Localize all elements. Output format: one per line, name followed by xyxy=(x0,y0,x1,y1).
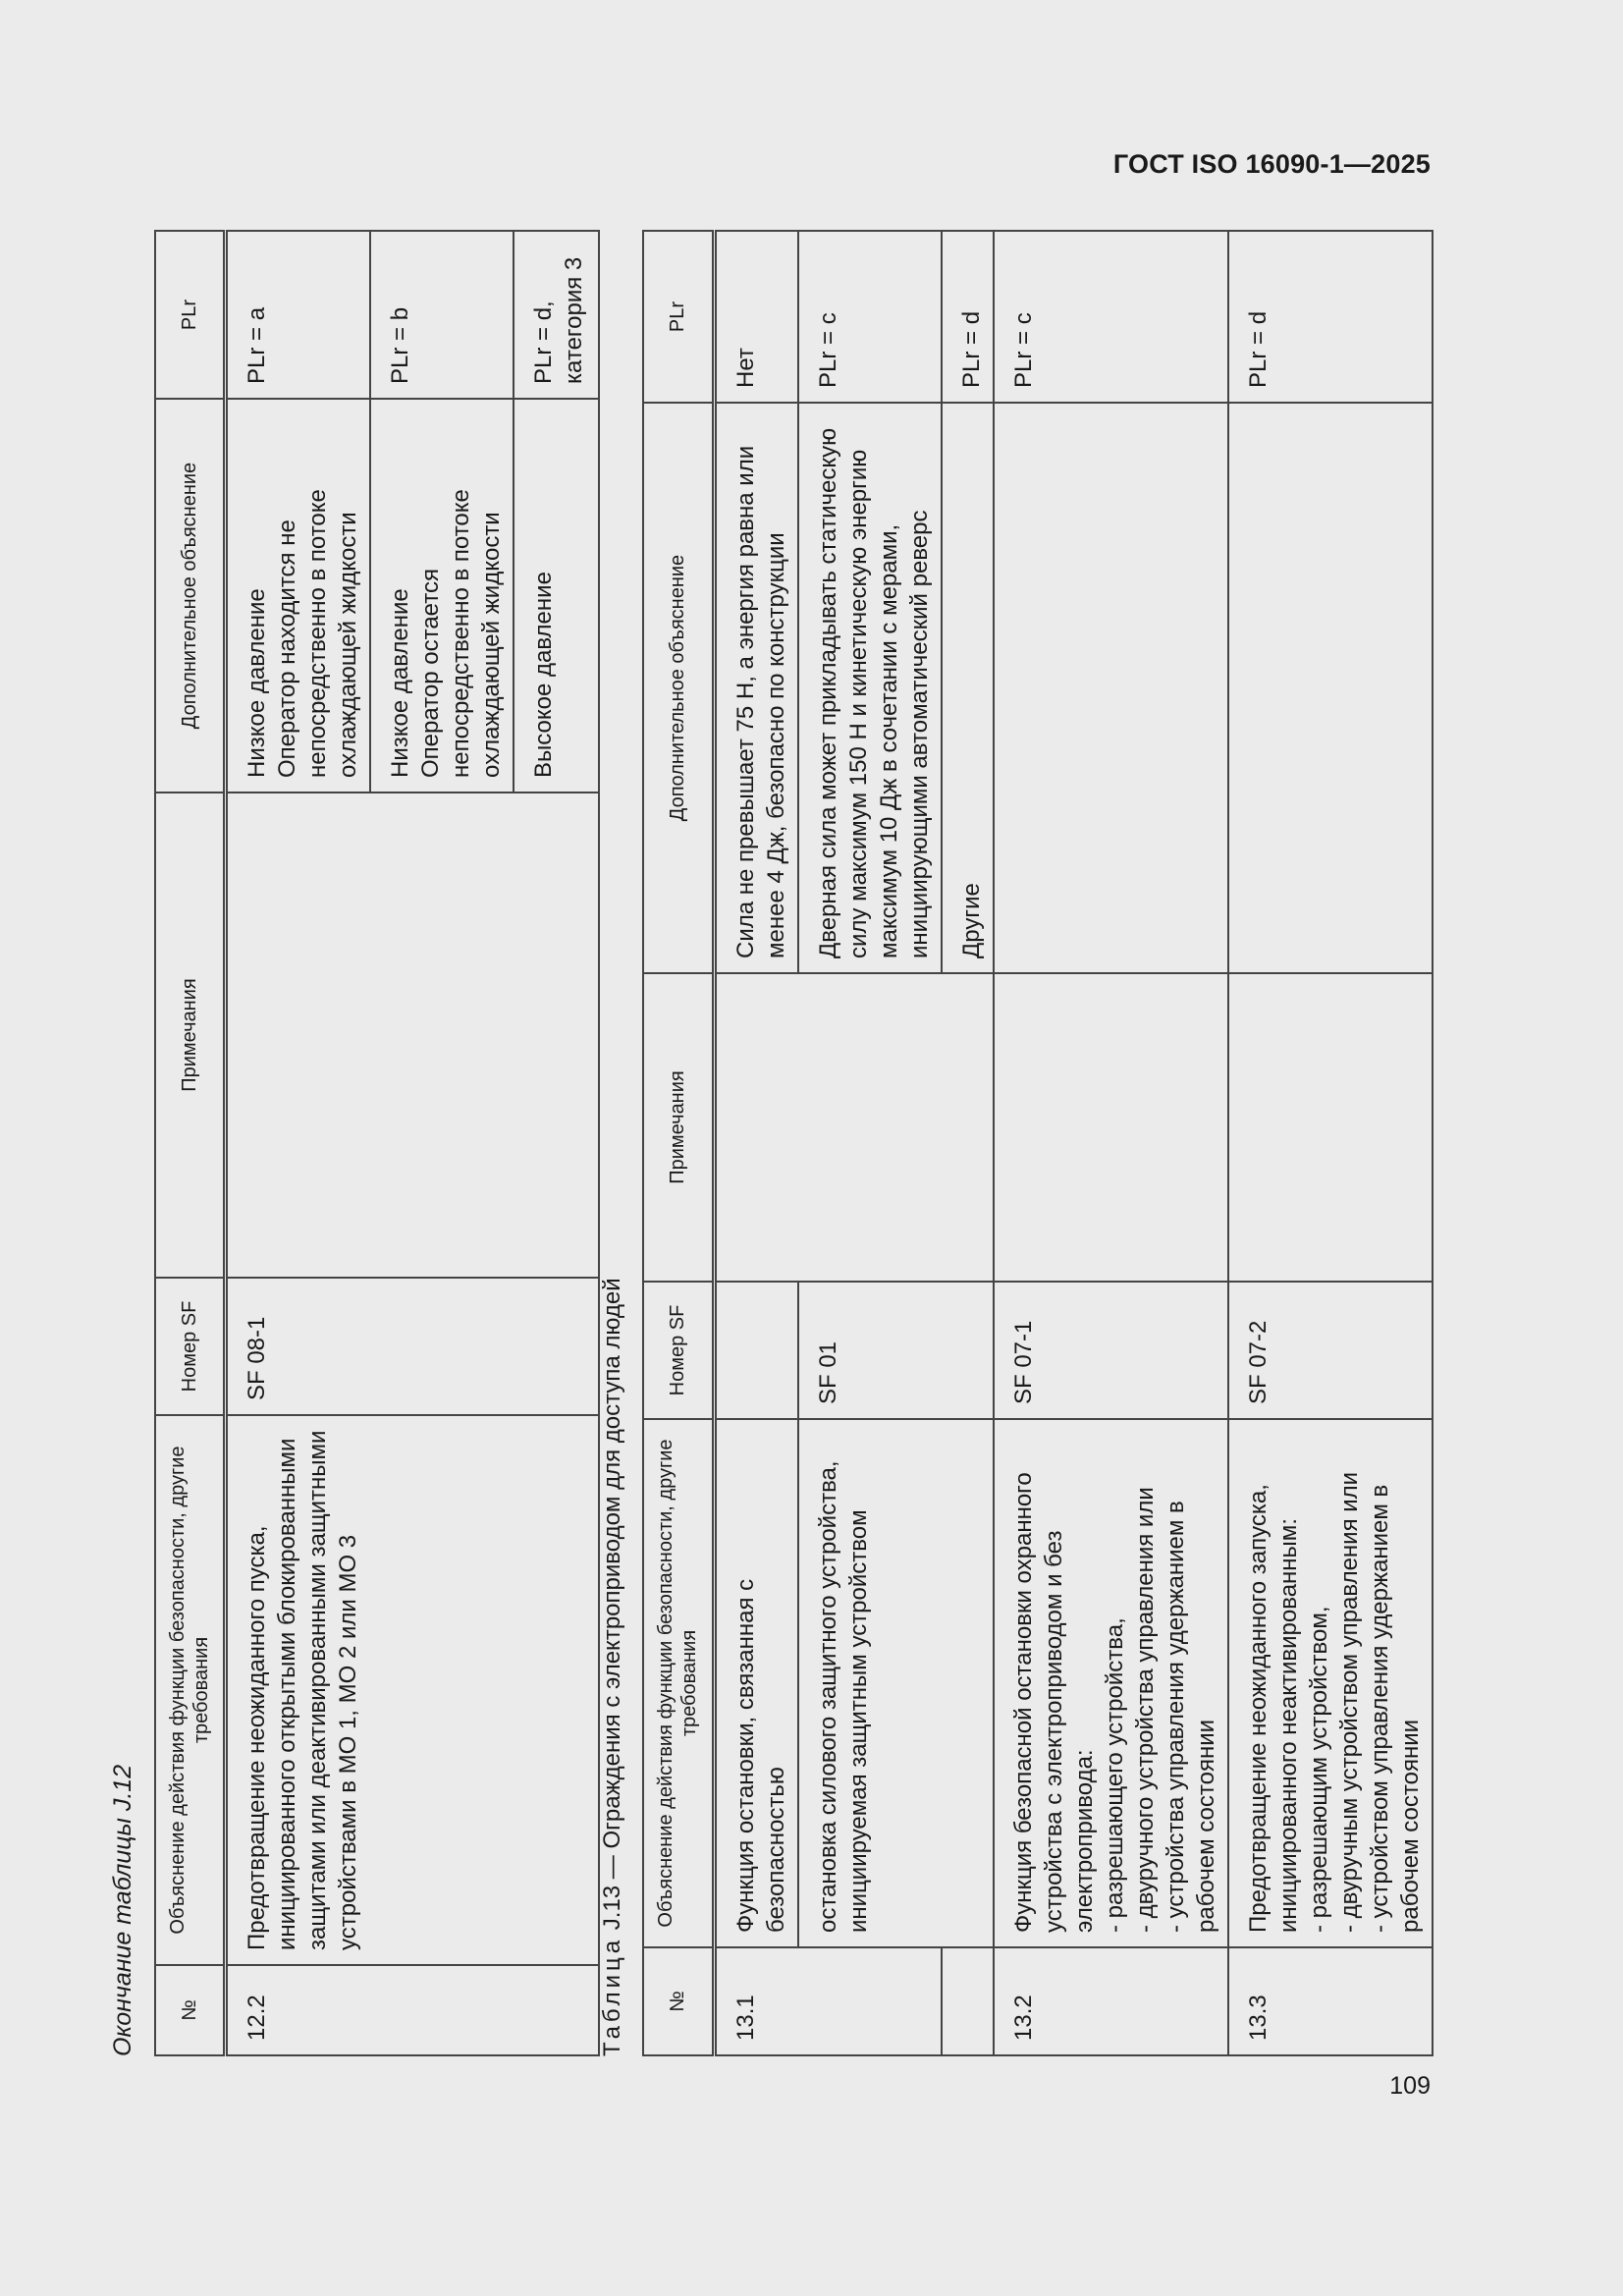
cell-no: 13.1 xyxy=(714,1947,798,2055)
cell-plr: PLr = a xyxy=(225,231,370,399)
cell-plr: Нет xyxy=(714,231,798,403)
col-header-plr: PLr xyxy=(643,231,714,403)
table-row xyxy=(225,231,370,2055)
page-number: 109 xyxy=(1389,2072,1431,2100)
cell-extra: Другие xyxy=(942,403,994,973)
table-row xyxy=(714,231,798,2055)
cell-plr: PLr = d xyxy=(942,231,994,403)
col-header-notes: Примечания xyxy=(155,793,225,1278)
table-header-row xyxy=(155,231,225,2055)
col-header-sf: Номер SF xyxy=(643,1282,714,1419)
table-j13-caption-text: J.13 — Ограждения с электроприводом для доступа людей xyxy=(599,1278,625,1937)
cell-notes xyxy=(1228,973,1433,1282)
table-j13-caption-label: Таблица xyxy=(599,1936,625,2056)
table-row xyxy=(994,231,1228,2055)
table-j13-block xyxy=(599,230,1434,2056)
extra-title: Низкое давление xyxy=(386,588,413,778)
cell-sf: SF 01 xyxy=(798,1282,994,1419)
col-header-extra: Дополнительное объяснение xyxy=(155,399,225,793)
cell-explanation: Функция остановки, связанная с безопасностью xyxy=(714,1419,798,1947)
cell-explanation: остановка силового защитного устройства, инициируемая защитным устройством xyxy=(798,1419,994,1947)
col-header-explanation: Объяснение действия функции безопасности, другие требования xyxy=(643,1419,714,1947)
cell-extra xyxy=(370,399,514,793)
cell-sf xyxy=(714,1282,798,1419)
cell-plr: PLr = d xyxy=(1228,231,1433,403)
col-header-notes: Примечания xyxy=(643,973,714,1282)
standard-code: ГОСТ ISO 16090-1—2025 xyxy=(1112,149,1431,179)
table-row xyxy=(1228,231,1433,2055)
cell-no xyxy=(942,1947,994,2055)
cell-no xyxy=(798,1947,942,2055)
table-j12-block xyxy=(109,230,600,2056)
extra-title: Высокое давление xyxy=(529,572,557,778)
cell-plr: PLr = c xyxy=(798,231,942,403)
cell-explanation: Предотвращение неожиданного запуска, инициированного неактивированным: - разрешающим устройством, - двуручным устройством управления или - устройством управления удержанием в рабочем состоянии xyxy=(1228,1419,1433,1947)
table-j12 xyxy=(154,230,600,2056)
cell-extra xyxy=(514,399,599,793)
col-header-plr: PLr xyxy=(155,231,225,399)
col-header-explanation: Объяснение действия функции безопасности, другие требования xyxy=(155,1415,225,1965)
cell-notes xyxy=(714,973,994,1282)
col-header-extra: Дополнительное объяснение xyxy=(643,403,714,973)
cell-explanation: Функция безопасной остановки охранного устройства с электроприводом и без электропривода: - разрешающего устройства, - двуручного устройства управления или - устройства управления удержанием в рабочем состоянии xyxy=(994,1419,1228,1947)
cell-plr: PLr = b xyxy=(370,231,514,399)
cell-no: 13.2 xyxy=(994,1947,1228,2055)
cell-plr: PLr = d, категория 3 xyxy=(514,231,599,399)
cell-extra xyxy=(225,399,370,793)
cell-notes xyxy=(225,793,599,1278)
table-header-row xyxy=(643,231,714,2055)
cell-extra: Дверная сила может прикладывать статическую силу максимум 150 Н и кинетическую энергию максимум 10 Дж в сочетании с мерами, инициирующими автоматический реверс xyxy=(798,403,942,973)
cell-sf: SF 08-1 xyxy=(225,1278,599,1415)
col-header-no: № xyxy=(643,1947,714,2055)
table-j13 xyxy=(642,230,1434,2056)
cell-notes xyxy=(994,973,1228,1282)
extra-text: Оператор остается непосредственно в потоке охлаждающей жидкости xyxy=(416,489,505,778)
cell-explanation: Предотвращение неожиданного пуска, инициированного открытыми блокированными защитами или деактивированными защитными устройствами в МО 1, МО 2 или МО 3 xyxy=(225,1415,599,1965)
cell-plr: PLr = c xyxy=(994,231,1228,403)
table-j13-caption xyxy=(599,1278,626,2056)
cell-sf: SF 07-1 xyxy=(994,1282,1228,1419)
table-j12-caption: Окончание таблицы J.12 xyxy=(109,1764,136,2056)
cell-no: 12.2 xyxy=(225,1965,599,2055)
col-header-sf: Номер SF xyxy=(155,1278,225,1415)
cell-extra: Сила не превышает 75 Н, а энергия равна или менее 4 Дж, безопасно по конструкции xyxy=(714,403,798,973)
extra-text: Оператор находится не непосредственно в потоке охлаждающей жидкости xyxy=(273,489,361,778)
cell-extra xyxy=(994,403,1228,973)
cell-sf: SF 07-2 xyxy=(1228,1282,1433,1419)
cell-no: 13.3 xyxy=(1228,1947,1433,2055)
col-header-no: № xyxy=(155,1965,225,2055)
cell-extra xyxy=(1228,403,1433,973)
extra-title: Низкое давление xyxy=(243,588,270,778)
